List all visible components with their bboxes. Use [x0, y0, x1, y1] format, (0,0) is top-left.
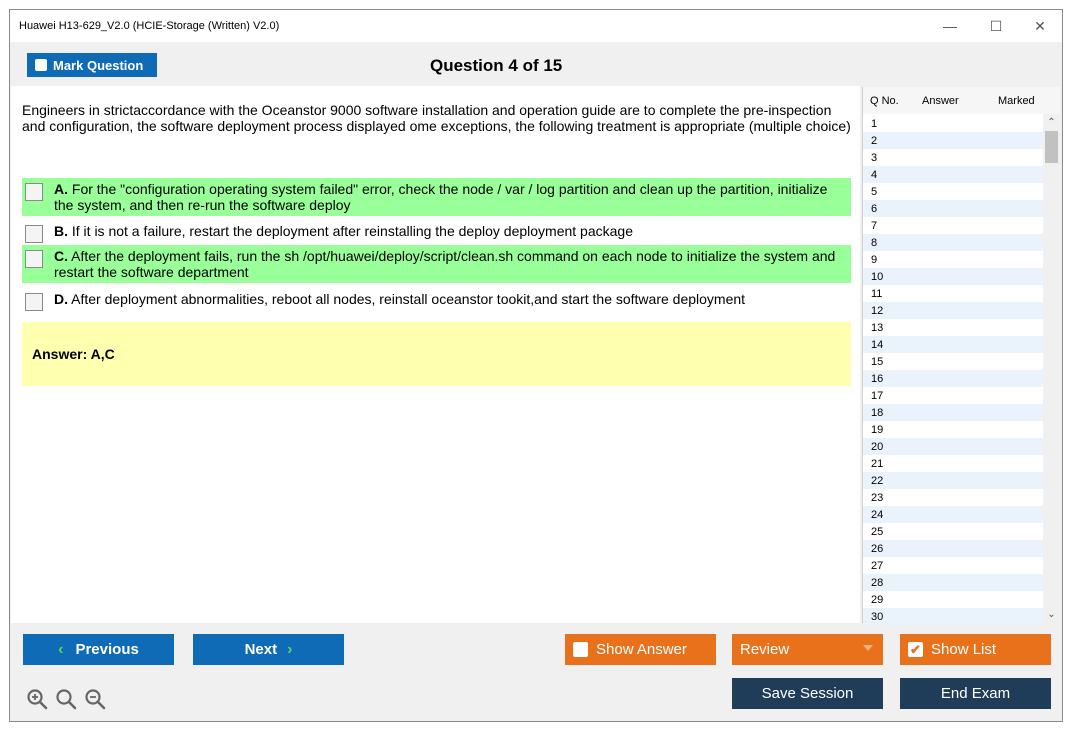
scroll-thumb[interactable] — [1045, 131, 1058, 163]
question-list-row[interactable] — [863, 115, 1043, 132]
question-list-row[interactable] — [863, 574, 1043, 591]
option-checkbox[interactable] — [25, 225, 43, 243]
option-body: If it is not a failure, restart the deployment after reinstalling the deploy deployment package — [71, 223, 633, 239]
review-label: Review — [740, 641, 790, 658]
question-list-row[interactable] — [863, 268, 1043, 285]
question-list-row[interactable] — [863, 149, 1043, 166]
question-list-row[interactable] — [863, 404, 1043, 421]
checkbox-icon — [35, 59, 47, 71]
question-list-row[interactable] — [863, 455, 1043, 472]
option-a[interactable] — [22, 178, 851, 216]
question-list-row[interactable] — [863, 540, 1043, 557]
checkmark-icon: ✔ — [910, 642, 921, 657]
next-button[interactable] — [193, 634, 344, 665]
option-letter: B. — [54, 223, 68, 239]
zoom-reset-icon[interactable] — [55, 688, 77, 710]
chevron-left-icon: ‹ — [58, 640, 64, 658]
question-number: 12 — [871, 304, 884, 317]
zoom-out-icon[interactable] — [84, 688, 106, 710]
option-checkbox[interactable] — [25, 250, 43, 268]
question-number: 13 — [871, 321, 884, 334]
question-number: 5 — [871, 185, 878, 198]
question-list-row[interactable] — [863, 353, 1043, 370]
question-list-row[interactable] — [863, 421, 1043, 438]
question-number: 26 — [871, 542, 884, 555]
zoom-controls — [26, 688, 106, 710]
option-letter: D. — [54, 291, 68, 307]
question-list-row[interactable] — [863, 438, 1043, 455]
option-checkbox[interactable] — [25, 293, 43, 311]
question-number: 19 — [871, 423, 884, 436]
question-number: 14 — [871, 338, 884, 351]
option-body: After the deployment fails, run the sh /opt/huawei/deploy/script/clean.sh command on each node to initialize the system and restart the software department — [54, 248, 836, 280]
question-number: 22 — [871, 474, 884, 487]
question-number: 8 — [871, 236, 878, 249]
question-number: 4 — [871, 168, 878, 181]
answer-column-header[interactable]: Answer — [922, 95, 959, 107]
dropdown-arrow-icon — [863, 645, 873, 651]
chevron-right-icon: › — [287, 640, 293, 658]
question-number: 21 — [871, 457, 884, 470]
maximize-button[interactable]: ☐ — [989, 18, 1003, 34]
question-list-row[interactable] — [863, 506, 1043, 523]
zoom-in-icon[interactable] — [26, 688, 48, 710]
question-panel — [11, 86, 860, 623]
answer-box — [22, 322, 851, 386]
option-text — [54, 181, 847, 213]
mark-question-button[interactable] — [27, 53, 157, 77]
option-b[interactable] — [22, 220, 851, 246]
option-text — [54, 291, 745, 307]
review-dropdown[interactable] — [732, 634, 883, 665]
option-letter: A. — [54, 181, 68, 197]
marked-column-header[interactable]: Marked — [998, 95, 1035, 107]
question-list-row[interactable] — [863, 387, 1043, 404]
question-list-row[interactable] — [863, 166, 1043, 183]
question-list-row[interactable] — [863, 489, 1043, 506]
question-number: 7 — [871, 219, 878, 232]
question-number: 10 — [871, 270, 884, 283]
scroll-up-icon[interactable]: ⌃ — [1047, 117, 1056, 128]
option-d[interactable] — [22, 288, 851, 314]
save-session-label: Save Session — [761, 685, 854, 702]
question-number: 29 — [871, 593, 884, 606]
question-number: 11 — [871, 287, 883, 300]
show-list-label: Show List — [931, 641, 997, 658]
qno-column-header[interactable]: Q No. — [870, 95, 899, 107]
question-list-row[interactable] — [863, 217, 1043, 234]
question-number: 6 — [871, 202, 878, 215]
mark-question-label: Mark Question — [53, 57, 144, 73]
question-list-row[interactable] — [863, 591, 1043, 608]
show-answer-label: Show Answer — [596, 641, 687, 658]
scroll-down-icon[interactable]: ⌄ — [1047, 609, 1056, 620]
question-list-scrollbar[interactable] — [1043, 114, 1060, 623]
question-list-header — [863, 87, 1060, 114]
end-exam-button[interactable] — [900, 678, 1051, 709]
question-number: 20 — [871, 440, 884, 453]
option-body: After deployment abnormalities, reboot all nodes, reinstall oceanstor tookit,and start the software deployment — [71, 291, 746, 307]
option-letter: C. — [54, 248, 68, 264]
option-text — [54, 223, 633, 239]
question-list-panel — [862, 87, 1060, 623]
window-title: Huawei H13-629_V2.0 (HCIE-Storage (Written) V2.0) — [19, 20, 280, 32]
question-list-row[interactable] — [863, 200, 1043, 217]
question-number: 27 — [871, 559, 884, 572]
option-text — [54, 248, 847, 280]
question-number: 23 — [871, 491, 884, 504]
question-list-row[interactable] — [863, 183, 1043, 200]
question-number: 9 — [871, 253, 878, 266]
question-number: 3 — [871, 151, 878, 164]
question-list-row[interactable] — [863, 251, 1043, 268]
question-list-row[interactable] — [863, 336, 1043, 353]
question-number: 15 — [871, 355, 884, 368]
question-number: 24 — [871, 508, 884, 521]
option-body: For the "configuration operating system failed" error, check the node / var / log partition and clean up the partition, initialize the system, and then re-run the software deploy — [54, 181, 828, 213]
question-number: 25 — [871, 525, 884, 538]
title-bar — [10, 10, 1062, 42]
option-checkbox[interactable] — [25, 183, 43, 201]
end-exam-label: End Exam — [940, 685, 1011, 702]
minimize-button[interactable]: — — [943, 18, 957, 34]
show-list-button[interactable] — [900, 634, 1051, 665]
question-list-row[interactable] — [863, 132, 1043, 149]
question-list-row[interactable] — [863, 523, 1043, 540]
checked-checkbox-icon — [908, 642, 923, 657]
question-header: Question 4 of 15 — [430, 56, 563, 75]
question-list-row[interactable] — [863, 370, 1043, 387]
question-list-row[interactable] — [863, 302, 1043, 319]
previous-label: Previous — [75, 641, 139, 658]
app-window — [9, 9, 1063, 722]
question-list-row[interactable] — [863, 319, 1043, 336]
previous-button[interactable] — [23, 634, 174, 665]
question-list-row[interactable] — [863, 285, 1043, 302]
question-number: 17 — [871, 389, 884, 402]
next-label: Next — [244, 641, 278, 658]
close-button[interactable]: ✕ — [1034, 18, 1046, 34]
question-number: 18 — [871, 406, 884, 419]
save-session-button[interactable] — [732, 678, 883, 709]
question-number: 28 — [871, 576, 884, 589]
question-list-row[interactable] — [863, 234, 1043, 251]
question-number: 2 — [871, 134, 878, 147]
question-list-row[interactable] — [863, 608, 1043, 625]
checkbox-icon — [573, 642, 588, 657]
question-list-rows — [863, 115, 1043, 625]
show-answer-button[interactable] — [565, 634, 716, 665]
question-list-row[interactable] — [863, 472, 1043, 489]
question-text: Engineers in strictaccordance with the Oceanstor 9000 software installation and operation guide are to complete the pre-inspection and configuration, the software deployment process displayed ome exceptions, the following treatment is appropriate (multiple choice) — [22, 102, 851, 134]
option-c[interactable] — [22, 245, 851, 283]
question-number: 1 — [871, 117, 878, 130]
question-list-row[interactable] — [863, 557, 1043, 574]
question-number: 16 — [871, 372, 884, 385]
question-number: 30 — [871, 610, 884, 623]
answer-text: Answer: A,C — [32, 346, 115, 362]
